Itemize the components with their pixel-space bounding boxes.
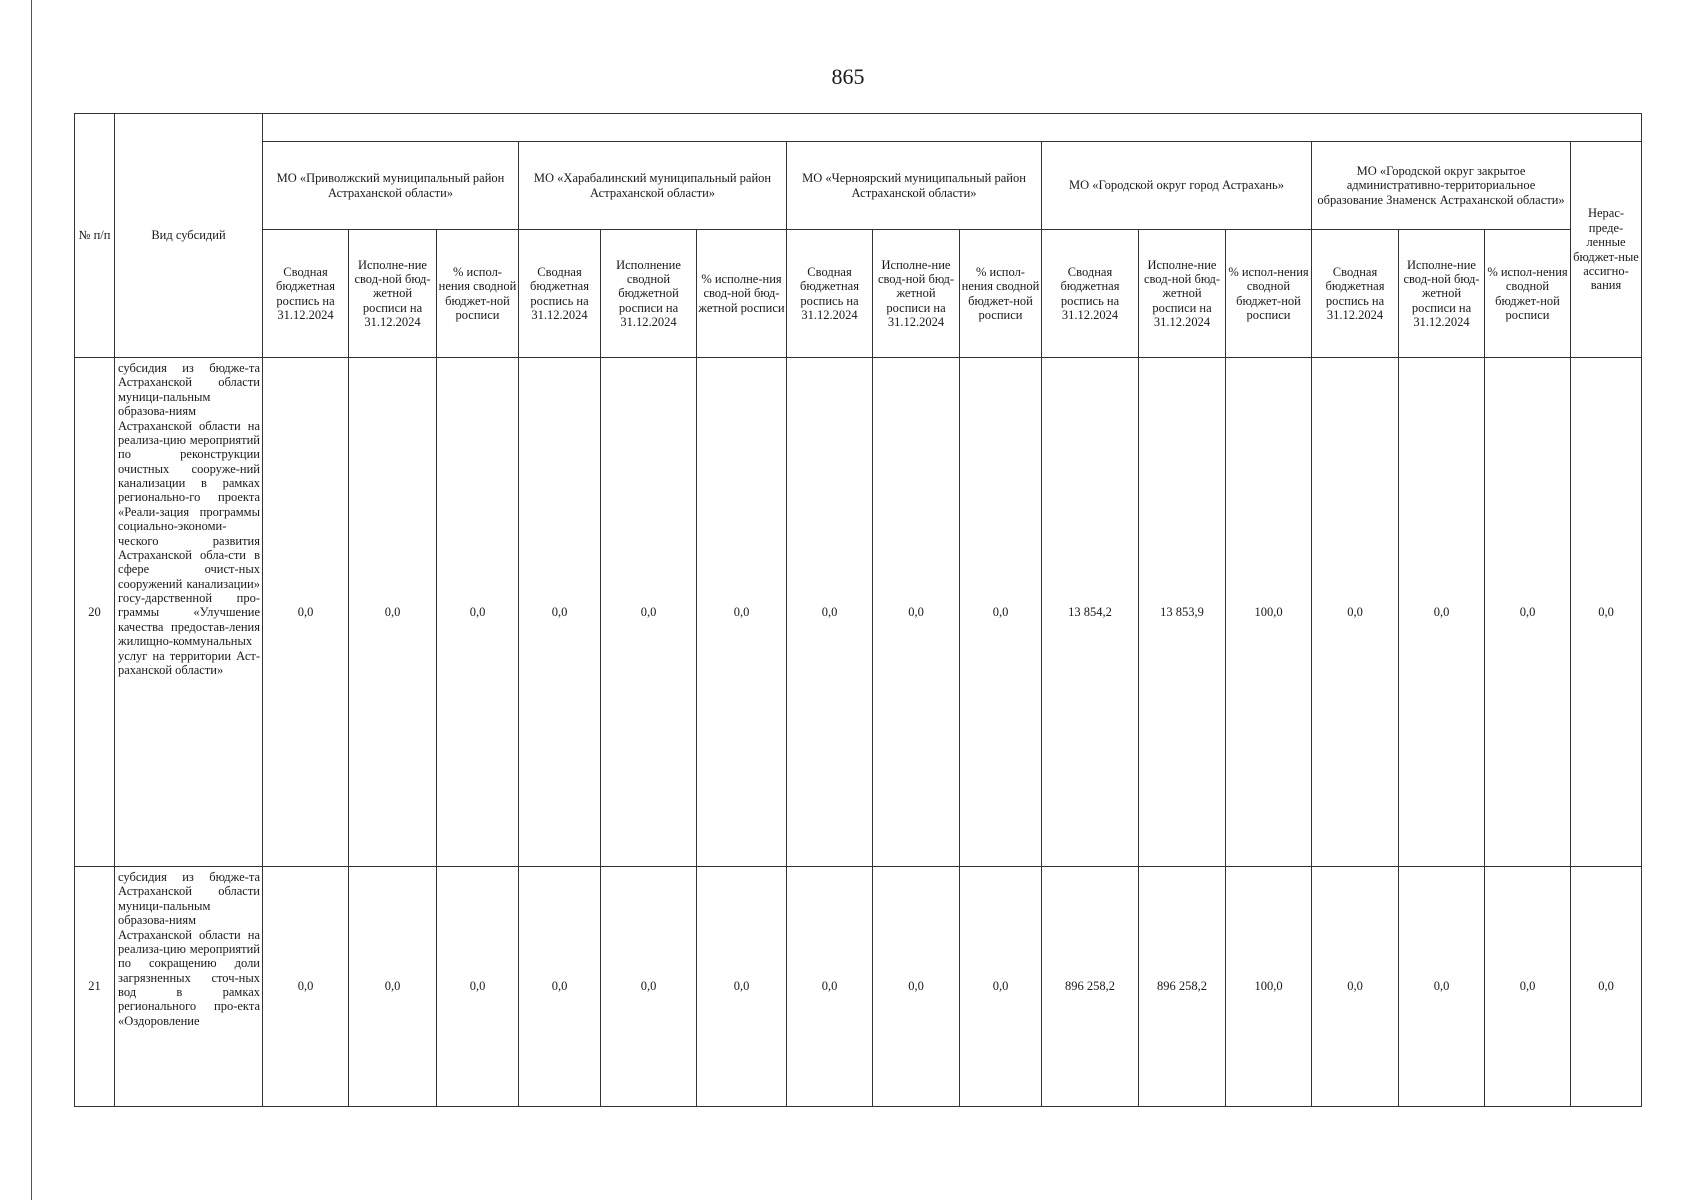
table-row: [75, 867, 1642, 1107]
header-unallocated: Нерас-преде-ленные бюджет-ные ассигно-вания: [1571, 142, 1642, 358]
value-cell: 0,0: [263, 867, 349, 1107]
value-cell: 0,0: [1312, 867, 1399, 1107]
subcol-header: % исполне-ния свод-ной бюд-жетной росписи: [697, 230, 787, 358]
value-cell: 13 853,9: [1139, 358, 1226, 867]
value-cell: 0,0: [437, 867, 519, 1107]
header-subsidy-type: Вид субсидий: [115, 114, 263, 358]
value-cell: 0,0: [1312, 358, 1399, 867]
value-cell: 0,0: [697, 867, 787, 1107]
subcol-header: Исполне-ние свод-ной бюд-жетной росписи на 31.12.2024: [873, 230, 960, 358]
value-cell: 0,0: [519, 867, 601, 1107]
group-kharabalinsky: МО «Харабалинский муниципальный район Астраханской области»: [519, 142, 787, 230]
group-znamensk: МО «Городской округ закрытое административно-территориальное образование Знаменск Астраханской области»: [1312, 142, 1571, 230]
subsidy-table: [74, 113, 1642, 1107]
row-number: 21: [75, 867, 115, 1107]
value-cell: 0,0: [1571, 358, 1642, 867]
subcol-header: % испол-нения сводной бюджет-ной росписи: [1226, 230, 1312, 358]
table-row: [75, 358, 1642, 867]
subcol-header: % испол-нения сводной бюджет-ной росписи: [960, 230, 1042, 358]
header-top-blank: [263, 114, 1642, 142]
group-chernoyarsky: МО «Черноярский муниципальный район Астраханской области»: [787, 142, 1042, 230]
value-cell: 0,0: [349, 867, 437, 1107]
subsidy-description: субсидия из бюдже-та Астраханской области муници-пальным образова-ниям Астраханской области на реализа-цию мероприятий по сокращению доли загрязненных сточ-ных вод в рамках регионального про-екта «Оздоровление: [115, 867, 263, 1107]
value-cell: 0,0: [787, 867, 873, 1107]
subcol-header: Сводная бюджетная роспись на 31.12.2024: [1042, 230, 1139, 358]
subcol-header: % испол-нения сводной бюджет-ной росписи: [437, 230, 519, 358]
value-cell: 100,0: [1226, 867, 1312, 1107]
subcol-header: Сводная бюджетная роспись на 31.12.2024: [787, 230, 873, 358]
value-cell: 0,0: [697, 358, 787, 867]
subcol-header: Сводная бюджетная роспись на 31.12.2024: [1312, 230, 1399, 358]
value-cell: 0,0: [960, 867, 1042, 1107]
value-cell: 896 258,2: [1139, 867, 1226, 1107]
value-cell: 0,0: [873, 358, 960, 867]
value-cell: 0,0: [1571, 867, 1642, 1107]
value-cell: 100,0: [1226, 358, 1312, 867]
value-cell: 0,0: [437, 358, 519, 867]
subcol-header: Сводная бюджетная роспись на 31.12.2024: [519, 230, 601, 358]
subcol-header: Сводная бюджетная роспись на 31.12.2024: [263, 230, 349, 358]
subcol-header: % испол-нения сводной бюджет-ной росписи: [1485, 230, 1571, 358]
group-privolzhsky: МО «Приволжский муниципальный район Астраханской области»: [263, 142, 519, 230]
value-cell: 0,0: [519, 358, 601, 867]
value-cell: 0,0: [263, 358, 349, 867]
subcol-header: Исполнение сводной бюджетной росписи на 31.12.2024: [601, 230, 697, 358]
subcol-header: Исполне-ние свод-ной бюд-жетной росписи на 31.12.2024: [349, 230, 437, 358]
value-cell: 0,0: [349, 358, 437, 867]
value-cell: 0,0: [787, 358, 873, 867]
value-cell: 0,0: [601, 358, 697, 867]
subsidy-description: субсидия из бюдже-та Астраханской области муници-пальным образова-ниям Астраханской области на реализа-цию мероприятий по реконструкции очистных сооруже-ний канализации в рамках регионально-го проекта «Реали-зация программы социально-экономи-ческого развития Астраханской обла-сти в сфере очист-ных сооружений канализации» госу-дарственной про-граммы «Улучшение качества предостав-ления жилищно-коммунальных услуг на территории Аст-раханской области»: [115, 358, 263, 867]
value-cell: 0,0: [873, 867, 960, 1107]
value-cell: 0,0: [1485, 358, 1571, 867]
value-cell: 0,0: [1399, 867, 1485, 1107]
value-cell: 13 854,2: [1042, 358, 1139, 867]
value-cell: 0,0: [960, 358, 1042, 867]
value-cell: 0,0: [1485, 867, 1571, 1107]
subcol-header: Исполне-ние свод-ной бюд-жетной росписи на 31.12.2024: [1399, 230, 1485, 358]
value-cell: 0,0: [1399, 358, 1485, 867]
left-margin-line: [31, 0, 32, 1200]
header-num: № п/п: [75, 114, 115, 358]
subcol-header: Исполне-ние свод-ной бюд-жетной росписи на 31.12.2024: [1139, 230, 1226, 358]
value-cell: 896 258,2: [1042, 867, 1139, 1107]
group-astrakhan: МО «Городской округ город Астрахань»: [1042, 142, 1312, 230]
value-cell: 0,0: [601, 867, 697, 1107]
row-number: 20: [75, 358, 115, 867]
page-number: 865: [831, 64, 865, 89]
